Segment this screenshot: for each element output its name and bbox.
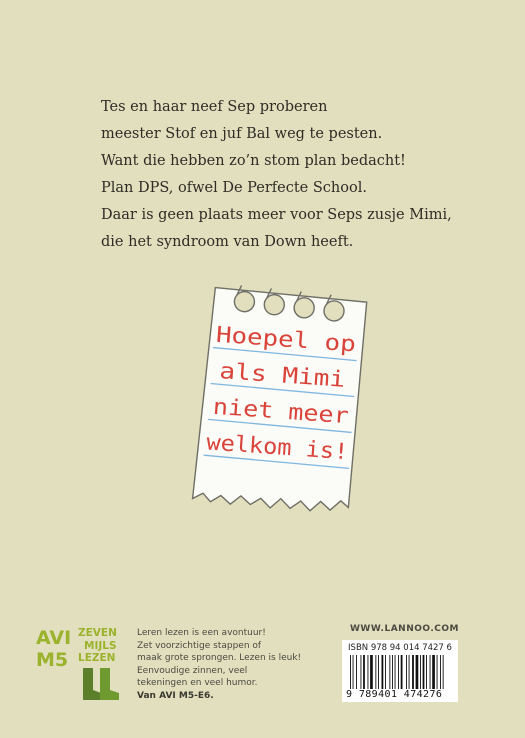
barcode-bar xyxy=(440,655,441,689)
barcode-bar xyxy=(392,655,393,689)
description-line: Zet voorzichtige stappen of xyxy=(137,640,262,651)
barcode-bar xyxy=(385,655,386,689)
barcode-bar xyxy=(363,655,365,689)
barcode-bar xyxy=(437,655,438,689)
ean-number: 9 789401 474276 xyxy=(346,689,443,700)
notepad-drawing xyxy=(170,270,380,520)
barcode-bar xyxy=(361,655,362,689)
notepad-illustration xyxy=(170,270,380,520)
note-line: Hoepel op xyxy=(215,322,336,357)
barcode-bar xyxy=(430,655,431,689)
barcode xyxy=(350,655,450,689)
isbn-number: ISBN 978 94 014 7427 6 xyxy=(348,643,452,653)
barcode-bar xyxy=(401,655,403,689)
barcode-bar xyxy=(350,655,351,689)
barcode-bar xyxy=(443,655,444,689)
note-line: als Mimi xyxy=(218,359,327,392)
back-cover-blurb xyxy=(101,94,481,256)
barcode-bar xyxy=(423,655,425,689)
barcode-bar xyxy=(353,655,354,689)
barcode-bar xyxy=(378,655,379,689)
barcode-bar xyxy=(382,655,384,689)
barcode-bar xyxy=(395,655,396,689)
blurb-line: Want die hebben zo’n stom plan bedacht! xyxy=(101,153,406,169)
series-logo xyxy=(78,627,117,665)
barcode-bar xyxy=(420,655,421,689)
blurb-line: die het syndroom van Down heeft. xyxy=(101,234,354,250)
reading-level: Van AVI M5-E6. xyxy=(137,690,214,701)
barcode-panel xyxy=(342,640,458,702)
note-line: niet meer xyxy=(212,394,333,428)
barcode-bar xyxy=(409,655,410,689)
barcode-bar xyxy=(389,655,390,689)
avi-level: M5 xyxy=(36,649,69,671)
barcode-bar xyxy=(406,655,407,689)
blurb-line: Tes en haar neef Sep proberen xyxy=(101,99,328,115)
avi-level-badge xyxy=(36,627,71,671)
note-line: welkom is! xyxy=(205,430,340,465)
barcode-bar xyxy=(416,655,419,689)
blurb-line: meester Stof en juf Bal weg te pesten. xyxy=(101,126,383,142)
description-line: Eenvoudige zinnen, veel xyxy=(137,665,248,676)
series-logo-line: ZEVEN xyxy=(78,627,117,639)
description-line: Leren lezen is een avontuur! xyxy=(137,628,266,638)
barcode-bar xyxy=(356,655,357,689)
series-logo-line: LEZEN xyxy=(78,652,116,664)
publisher-website[interactable]: WWW.LANNOO.COM xyxy=(350,624,459,634)
barcode-bar xyxy=(370,655,373,689)
series-description xyxy=(137,627,327,702)
barcode-bar xyxy=(426,655,427,689)
series-logo-line: MIJLS xyxy=(84,639,117,652)
barcode-bar xyxy=(375,655,376,689)
barcode-bar xyxy=(412,655,414,689)
avi-label: AVI xyxy=(36,627,72,649)
blurb-line: Plan DPS, ofwel De Perfecte School. xyxy=(101,180,367,196)
blurb-line: Daar is geen plaats meer voor Seps zusje Mimi, xyxy=(101,207,452,223)
boots-icon xyxy=(80,667,122,705)
barcode-bar xyxy=(432,655,435,689)
barcode-bar xyxy=(368,655,369,689)
description-line: tekeningen en veel humor. xyxy=(137,678,258,688)
barcode-bar xyxy=(398,655,399,689)
description-line: maak grote sprongen. Lezen is leuk! xyxy=(137,653,302,663)
